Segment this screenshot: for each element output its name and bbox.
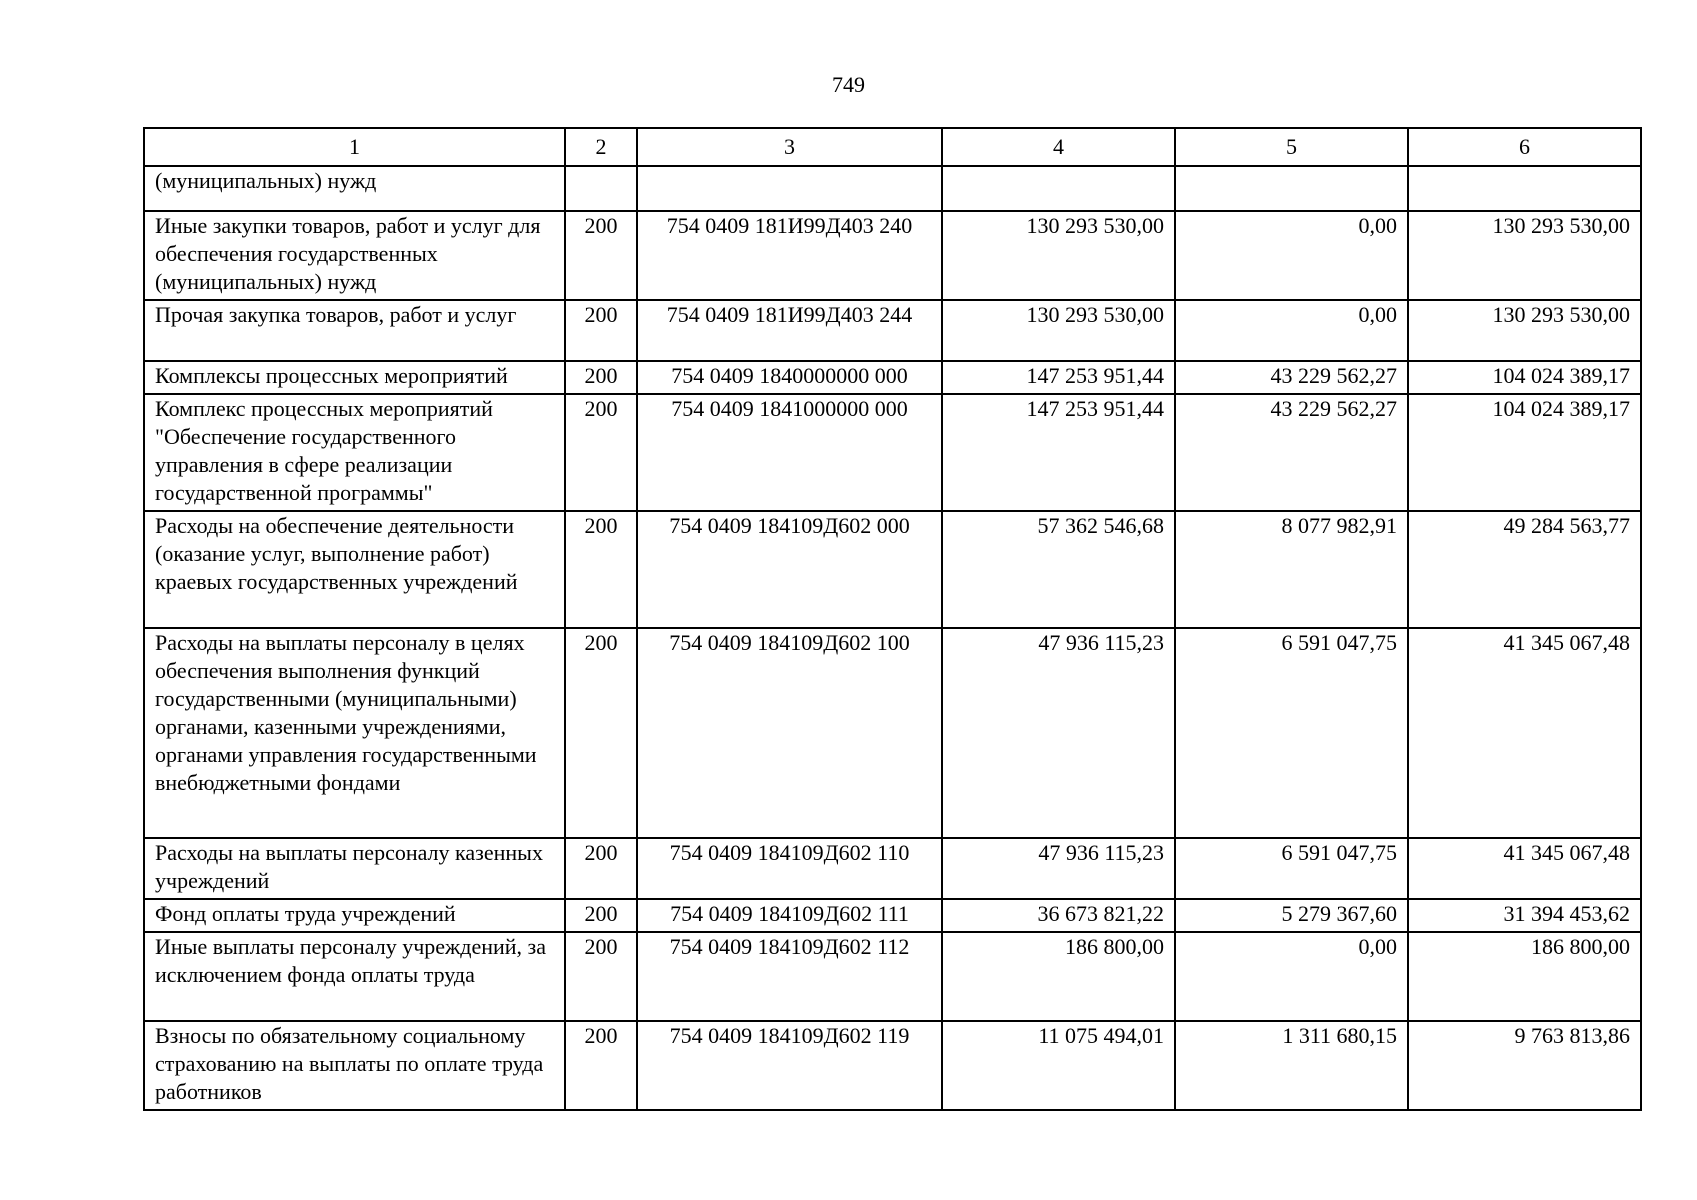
row-kbk: 754 0409 184109Д602 112 [637,932,942,1021]
row-code: 200 [565,899,637,932]
row-col5: 0,00 [1175,211,1408,300]
table-row [144,361,1641,394]
header-col-6: 6 [1408,128,1641,166]
row-col5: 43 229 562,27 [1175,361,1408,394]
row-col4: 47 936 115,23 [942,838,1175,899]
row-col5: 43 229 562,27 [1175,394,1408,511]
row-col6 [1408,166,1641,211]
header-col-1: 1 [144,128,565,166]
table-body [144,166,1641,1110]
row-col6: 130 293 530,00 [1408,300,1641,361]
row-col6: 104 024 389,17 [1408,361,1641,394]
row-kbk: 754 0409 184109Д602 119 [637,1021,942,1110]
row-name: Комплексы процессных мероприятий [144,361,565,394]
header-col-2: 2 [565,128,637,166]
table-row [144,932,1641,1021]
row-kbk: 754 0409 184109Д602 100 [637,628,942,838]
row-col5: 5 279 367,60 [1175,899,1408,932]
row-col5: 6 591 047,75 [1175,838,1408,899]
row-name: Прочая закупка товаров, работ и услуг [144,300,565,361]
table-row [144,838,1641,899]
row-col4: 11 075 494,01 [942,1021,1175,1110]
table-header [144,128,1641,166]
row-col4: 186 800,00 [942,932,1175,1021]
row-code: 200 [565,300,637,361]
table-row [144,1021,1641,1110]
row-col4 [942,166,1175,211]
row-kbk: 754 0409 181И99Д403 240 [637,211,942,300]
budget-table [143,127,1642,1111]
row-name: Взносы по обязательному социальному страхованию на выплаты по оплате труда работников [144,1021,565,1110]
row-code: 200 [565,628,637,838]
row-name: Иные выплаты персоналу учреждений, за исключением фонда оплаты труда [144,932,565,1021]
row-code: 200 [565,838,637,899]
row-kbk: 754 0409 184109Д602 000 [637,511,942,628]
row-code: 200 [565,394,637,511]
row-col5: 0,00 [1175,932,1408,1021]
table-row [144,211,1641,300]
table-row [144,628,1641,838]
table-row [144,899,1641,932]
row-col4: 36 673 821,22 [942,899,1175,932]
row-code [565,166,637,211]
table-row [144,511,1641,628]
page-number: 749 [832,72,865,97]
header-col-3: 3 [637,128,942,166]
row-code: 200 [565,211,637,300]
row-kbk [637,166,942,211]
header-col-5: 5 [1175,128,1408,166]
row-code: 200 [565,511,637,628]
row-col6: 104 024 389,17 [1408,394,1641,511]
row-col6: 41 345 067,48 [1408,628,1641,838]
row-col5 [1175,166,1408,211]
row-col4: 57 362 546,68 [942,511,1175,628]
header-row [144,128,1641,166]
row-kbk: 754 0409 184109Д602 111 [637,899,942,932]
row-code: 200 [565,1021,637,1110]
row-col4: 147 253 951,44 [942,361,1175,394]
row-col5: 1 311 680,15 [1175,1021,1408,1110]
row-name: Комплекс процессных мероприятий "Обеспечение государственного управления в сфере реализации государственной программы" [144,394,565,511]
row-kbk: 754 0409 1840000000 000 [637,361,942,394]
table-row [144,300,1641,361]
row-code: 200 [565,361,637,394]
row-col5: 6 591 047,75 [1175,628,1408,838]
row-name: Расходы на обеспечение деятельности (оказание услуг, выполнение работ) краевых государственных учреждений [144,511,565,628]
row-name: Расходы на выплаты персоналу казенных учреждений [144,838,565,899]
row-col6: 130 293 530,00 [1408,211,1641,300]
table-row [144,394,1641,511]
row-kbk: 754 0409 181И99Д403 244 [637,300,942,361]
row-kbk: 754 0409 184109Д602 110 [637,838,942,899]
row-name: Расходы на выплаты персоналу в целях обеспечения выполнения функций государственными (муниципальными) органами, казенными учреждениями, органами управления государственными внебюджетными фондами [144,628,565,838]
row-name: Фонд оплаты труда учреждений [144,899,565,932]
row-col4: 47 936 115,23 [942,628,1175,838]
row-col6: 9 763 813,86 [1408,1021,1641,1110]
row-col6: 41 345 067,48 [1408,838,1641,899]
table-row [144,166,1641,211]
row-col5: 0,00 [1175,300,1408,361]
row-name: Иные закупки товаров, работ и услуг для обеспечения государственных (муниципальных) нужд [144,211,565,300]
row-col6: 186 800,00 [1408,932,1641,1021]
row-col6: 49 284 563,77 [1408,511,1641,628]
row-col4: 130 293 530,00 [942,211,1175,300]
row-name: (муниципальных) нужд [144,166,565,211]
header-col-4: 4 [942,128,1175,166]
row-kbk: 754 0409 1841000000 000 [637,394,942,511]
row-col4: 147 253 951,44 [942,394,1175,511]
row-col6: 31 394 453,62 [1408,899,1641,932]
row-col4: 130 293 530,00 [942,300,1175,361]
row-code: 200 [565,932,637,1021]
row-col5: 8 077 982,91 [1175,511,1408,628]
